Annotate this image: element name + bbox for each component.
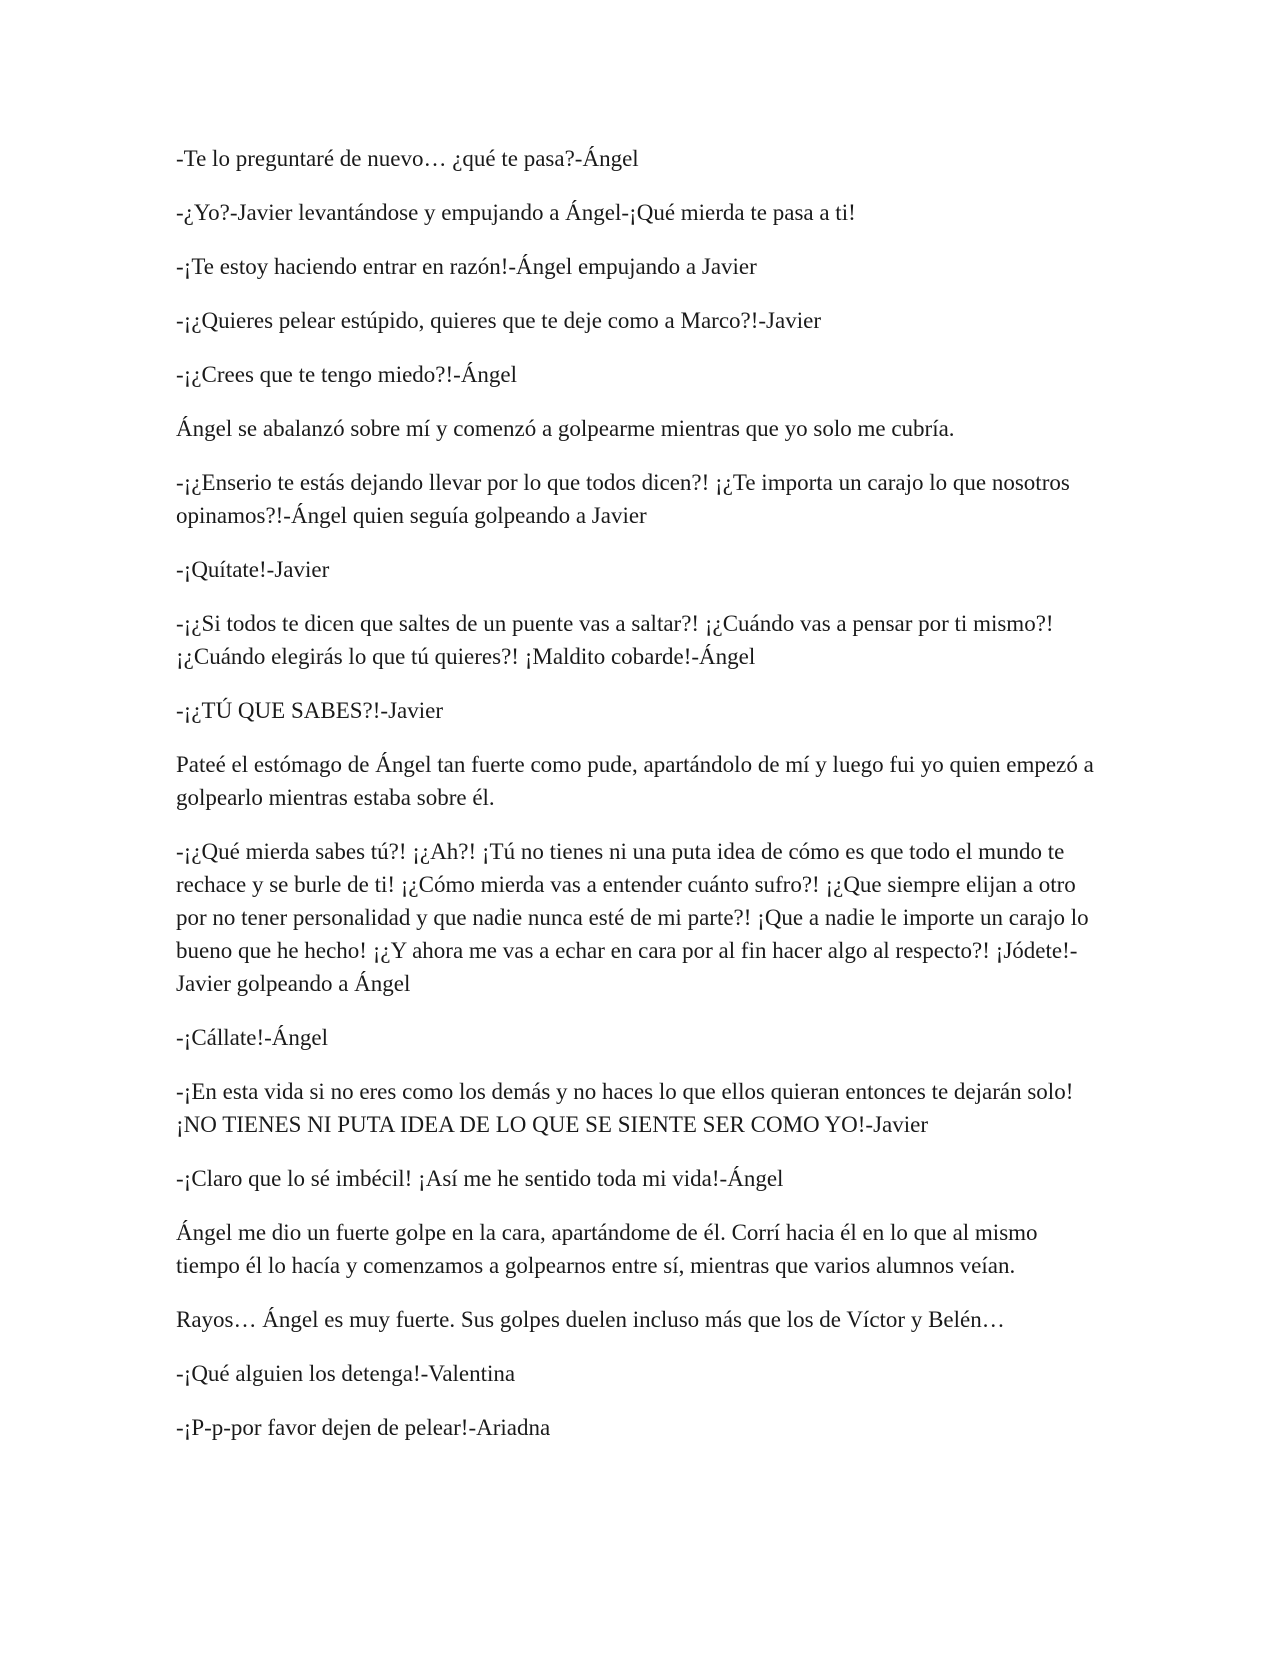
paragraph: -¡¿Enserio te estás dejando llevar por lo que todos dicen?! ¡¿Te importa un carajo lo que nosotros opinamos?!-Ángel quien seguía golpeando a Javier (176, 470, 1070, 528)
paragraph: Pateé el estómago de Ángel tan fuerte como pude, apartándolo de mí y luego fui yo quien empezó a golpearlo mientras estaba sobre él. (176, 752, 1094, 810)
paragraph: -¡Qué alguien los detenga!-Valentina (176, 1361, 516, 1386)
paragraph: -¡¿Quieres pelear estúpido, quieres que te deje como a Marco?!-Javier (176, 308, 821, 333)
paragraph: -¡Te estoy haciendo entrar en razón!-Ángel empujando a Javier (176, 254, 757, 279)
paragraph: -¡¿TÚ QUE SABES?!-Javier (176, 698, 443, 723)
paragraph: Rayos… Ángel es muy fuerte. Sus golpes duelen incluso más que los de Víctor y Belén… (176, 1307, 1005, 1332)
paragraph: -Te lo preguntaré de nuevo… ¿qué te pasa?-Ángel (176, 146, 639, 171)
paragraph: -¡¿Si todos te dicen que saltes de un puente vas a saltar?! ¡¿Cuándo vas a pensar por ti mismo?! ¡¿Cuándo elegirás lo que tú quieres?! ¡Maldito cobarde!-Ángel (176, 611, 1054, 669)
paragraph: -¿Yo?-Javier levantándose y empujando a Ángel-¡Qué mierda te pasa a ti! (176, 200, 856, 225)
paragraph: -¡¿Crees que te tengo miedo?!-Ángel (176, 362, 518, 387)
paragraph: -¡En esta vida si no eres como los demás y no haces lo que ellos quieran entonces te dejarán solo! ¡NO TIENES NI PUTA IDEA DE LO QUE SE SIENTE SER COMO YO!-Javier (176, 1079, 1074, 1137)
paragraph: -¡¿Qué mierda sabes tú?! ¡¿Ah?! ¡Tú no tienes ni una puta idea de cómo es que todo el mundo te rechace y se burle de ti! ¡¿Cómo mierda vas a entender cuánto sufro?! ¡¿Que siempre elijan a otro por no tener personalidad y que nadie nunca esté de mi parte?! ¡Que a nadie le importe un carajo lo bueno que he hecho! ¡¿Y ahora me vas a echar en cara por al fin hacer algo al respecto?! ¡Jódete!-Javier golpeando a Ángel (176, 839, 1089, 996)
paragraph: -¡P-p-por favor dejen de pelear!-Ariadna (176, 1415, 551, 1440)
paragraph: -¡Claro que lo sé imbécil! ¡Así me he sentido toda mi vida!-Ángel (176, 1166, 784, 1191)
paragraph: Ángel me dio un fuerte golpe en la cara, apartándome de él. Corrí hacia él en lo que al mismo tiempo él lo hacía y comenzamos a golpearnos entre sí, mientras que varios alumnos veían. (176, 1220, 1038, 1278)
paragraph: Ángel se abalanzó sobre mí y comenzó a golpearme mientras que yo solo me cubría. (176, 416, 955, 441)
document-body (176, 142, 1106, 1465)
paragraph: -¡Quítate!-Javier (176, 557, 330, 582)
paragraph: -¡Cállate!-Ángel (176, 1025, 328, 1050)
